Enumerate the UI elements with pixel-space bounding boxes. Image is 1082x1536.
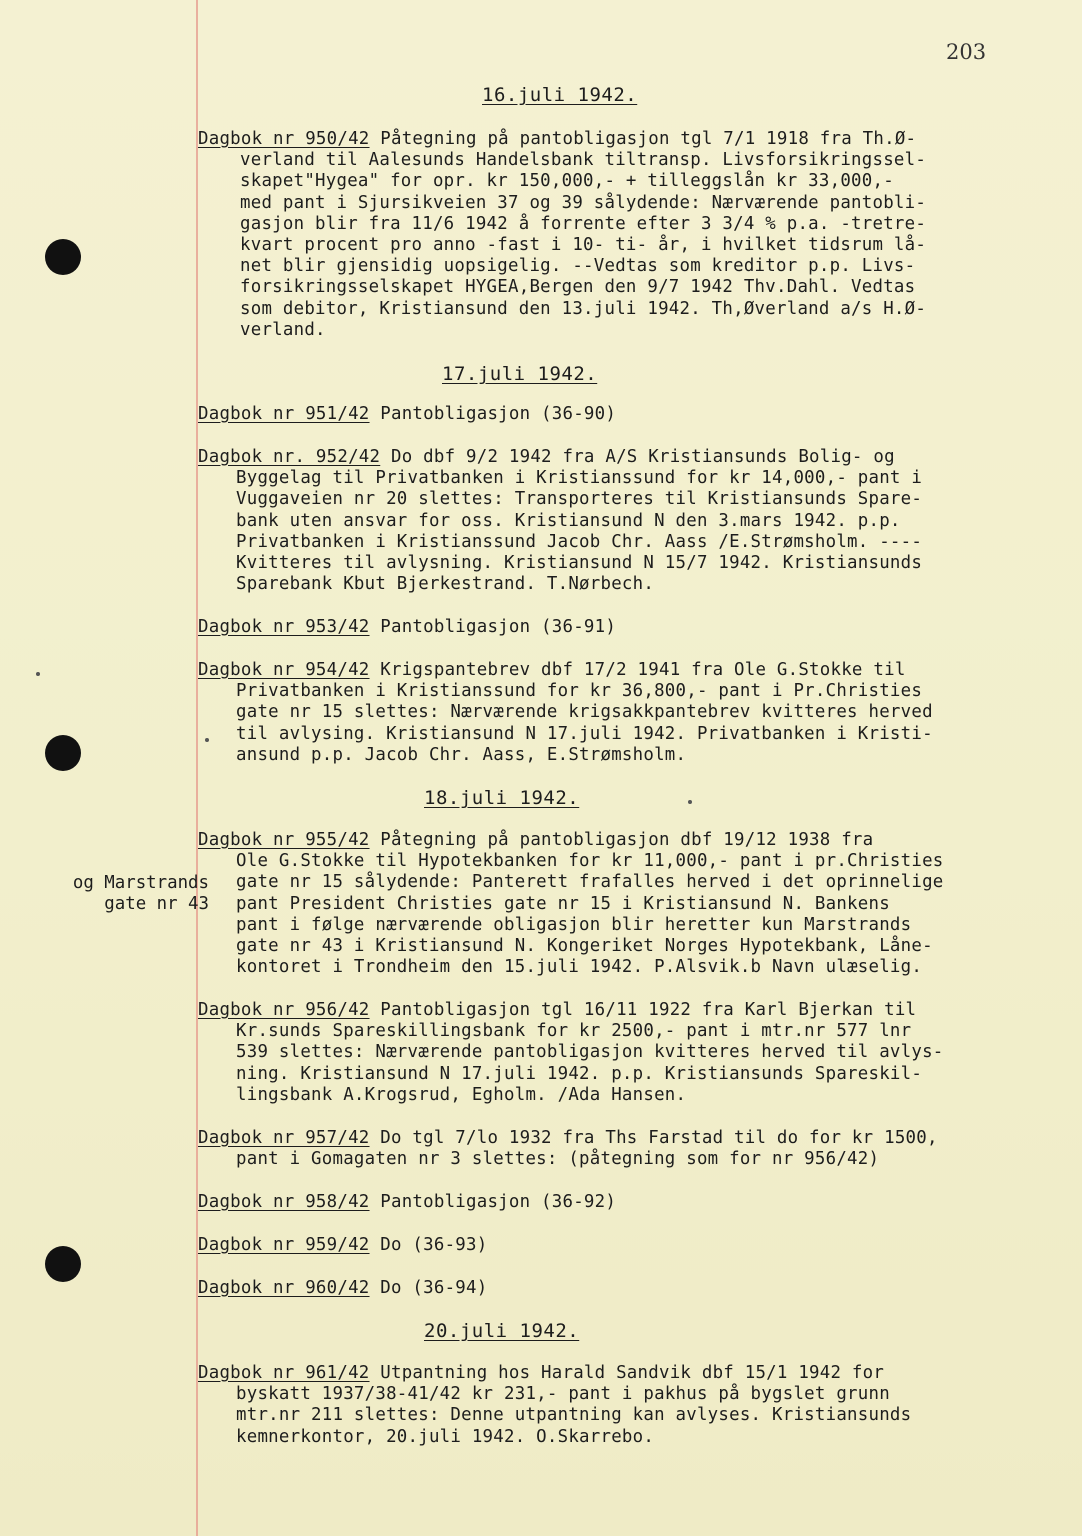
date-heading: 20.juli 1942. [424,1320,580,1342]
entry-line: Pantobligasjon (36-90) [369,404,617,424]
journal-entry [198,1235,1073,1256]
journal-entry [198,660,1073,766]
entry-line: verland. [240,319,326,340]
entry-line: Do (36-93) [369,1235,488,1255]
entry-line: gate nr 15 sålydende: Panterett frafalles herved i det oprinnelige [236,872,944,893]
journal-entry [198,129,1073,341]
entry-number: Dagbok nr 958/42 [198,1192,370,1212]
entry-line: net blir gjensidig uopsigelig. --Vedtas som kreditor p.p. Livs- [240,256,916,277]
entry-line: 539 slettes: Nærværende pantobligasjon kvitteres herved til avlys- [236,1042,944,1063]
entry-line: gate nr 15 slettes: Nærværende krigsakkpantebrev kvitteres herved [236,702,933,723]
entry-number: Dagbok nr 956/42 [198,1000,370,1020]
journal-entry [198,1192,1073,1213]
entry-line: pant President Christies gate nr 15 i Kristiansund N. Bankens [236,893,890,914]
ink-speck [688,800,692,804]
entry-number: Dagbok nr 957/42 [198,1128,370,1148]
entry-line: verland til Aalesunds Handelsbank tiltransp. Livsforsikringssel- [240,150,927,171]
entry-line: Sparebank Kbut Bjerkestrand. T.Nørbech. [236,574,655,595]
journal-entry [198,1363,1073,1448]
entry-line: Do (36-94) [369,1278,488,1298]
entry-line: gate nr 43 i Kristiansund N. Kongeriket Norges Hypotekbank, Låne- [236,936,933,957]
punch-hole [45,735,81,771]
entry-line: pant i Gomagaten nr 3 slettes: (påtegning som for nr 956/42) [236,1149,880,1170]
entry-number: Dagbok nr 951/42 [198,404,370,424]
journal-entry [198,404,1073,425]
entry-line: med pant i Sjursikveien 37 og 39 sålydende: Nærværende pantobli- [240,192,927,213]
margin-note-line: gate nr 43 [104,894,209,915]
entry-number: Dagbok nr. 952/42 [198,447,381,467]
punch-hole [45,239,81,275]
entry-line: Ole G.Stokke til Hypotekbanken for kr 11,000,- pant i pr.Christies [236,851,944,872]
entry-line: byskatt 1937/38-41/42 kr 231,- pant i pakhus på bygslet grunn [236,1384,890,1405]
entry-line: pant i følge nærværende obligasjon blir heretter kun Marstrands [236,914,912,935]
journal-entry [198,617,1073,638]
entry-line: Påtegning på pantobligasjon dbf 19/12 1938 fra [369,830,874,850]
entry-line: bank uten ansvar for oss. Kristiansund N den 3.mars 1942. p.p. [236,510,901,531]
entry-line: Privatbanken i Kristianssund Jacob Chr. Aass /E.Strømsholm. ---- [236,531,923,552]
margin-note [44,873,209,915]
date-heading: 18.juli 1942. [424,787,580,809]
entry-line: kontoret i Trondheim den 15.juli 1942. P.Alsvik.b Navn ulæselig. [236,957,923,978]
entry-line: gasjon blir fra 11/6 1942 å forrente efter 3 3/4 % p.a. -tretre- [240,213,927,234]
entry-line: Privatbanken i Kristianssund for kr 36,800,- pant i Pr.Christies [236,681,923,702]
margin-note-line: og Marstrands [72,873,209,893]
entry-line: til avlysing. Kristiansund N 17.juli 1942. Privatbanken i Kristi- [236,723,933,744]
date-heading: 16.juli 1942. [482,84,638,106]
entry-line: skapet"Hygea" for opr. kr 150,000,- + tilleggslån kr 33,000,- [240,171,894,192]
entry-line: Pantobligasjon (36-92) [369,1192,617,1212]
entry-line: Vuggaveien nr 20 slettes: Transporteres til Kristiansunds Spare- [236,489,923,510]
journal-entry [198,1128,1073,1170]
entry-number: Dagbok nr 961/42 [198,1363,370,1383]
entry-number: Dagbok nr 953/42 [198,617,370,637]
journal-entry [198,1278,1073,1299]
entry-line: Pantobligasjon (36-91) [369,617,617,637]
entry-line: ning. Kristiansund N 17.juli 1942. p.p. Kristiansunds Spareskil- [236,1063,923,1084]
entry-line: Do tgl 7/lo 1932 fra Ths Farstad til do for kr 1500, [369,1128,938,1148]
entry-line: Påtegning på pantobligasjon tgl 7/1 1918 fra Th.Ø- [369,129,917,149]
entry-line: som debitor, Kristiansund den 13.juli 1942. Th,Øverland a/s H.Ø- [240,298,927,319]
entry-line: mtr.nr 211 slettes: Denne utpantning kan avlyses. Kristiansunds [236,1405,912,1426]
entry-line: forsikringsselskapet HYGEA,Bergen den 9/7 1942 Thv.Dahl. Vedtas [240,277,916,298]
entry-number: Dagbok nr 959/42 [198,1235,370,1255]
entry-number: Dagbok nr 954/42 [198,660,370,680]
journal-entry [198,830,1073,978]
entry-line: Utpantning hos Harald Sandvik dbf 15/1 1942 for [369,1363,885,1383]
entry-line: kemnerkontor, 20.juli 1942. O.Skarrebo. [236,1426,655,1447]
journal-entry [198,447,1073,595]
entry-line: Kvitteres til avlysning. Kristiansund N 15/7 1942. Kristiansunds [236,553,923,574]
punch-hole [45,1246,81,1282]
entry-line: Byggelag til Privatbanken i Kristianssund for kr 14,000,- pant i [236,468,923,489]
entry-line: Krigspantebrev dbf 17/2 1941 fra Ole G.Stokke til [369,660,906,680]
page-number: 203 [946,40,987,64]
journal-entry [198,1000,1073,1106]
ink-speck [36,672,40,676]
entry-line: Kr.sunds Spareskillingsbank for kr 2500,- pant i mtr.nr 577 lnr [236,1021,912,1042]
entry-line: Do dbf 9/2 1942 fra A/S Kristiansunds Bolig- og [380,447,895,467]
entry-line: ansund p.p. Jacob Chr. Aass, E.Strømsholm. [236,744,687,765]
entry-line: Pantobligasjon tgl 16/11 1922 fra Karl Bjerkan til [369,1000,917,1020]
entry-number: Dagbok nr 960/42 [198,1278,370,1298]
date-heading: 17.juli 1942. [442,363,598,385]
entry-line: kvart procent pro anno -fast i 10- ti- år, i hvilket tidsrum lå- [240,235,927,256]
entry-line: lingsbank A.Krogsrud, Egholm. /Ada Hansen. [236,1084,687,1105]
entry-number: Dagbok nr 950/42 [198,129,370,149]
entry-number: Dagbok nr 955/42 [198,830,370,850]
